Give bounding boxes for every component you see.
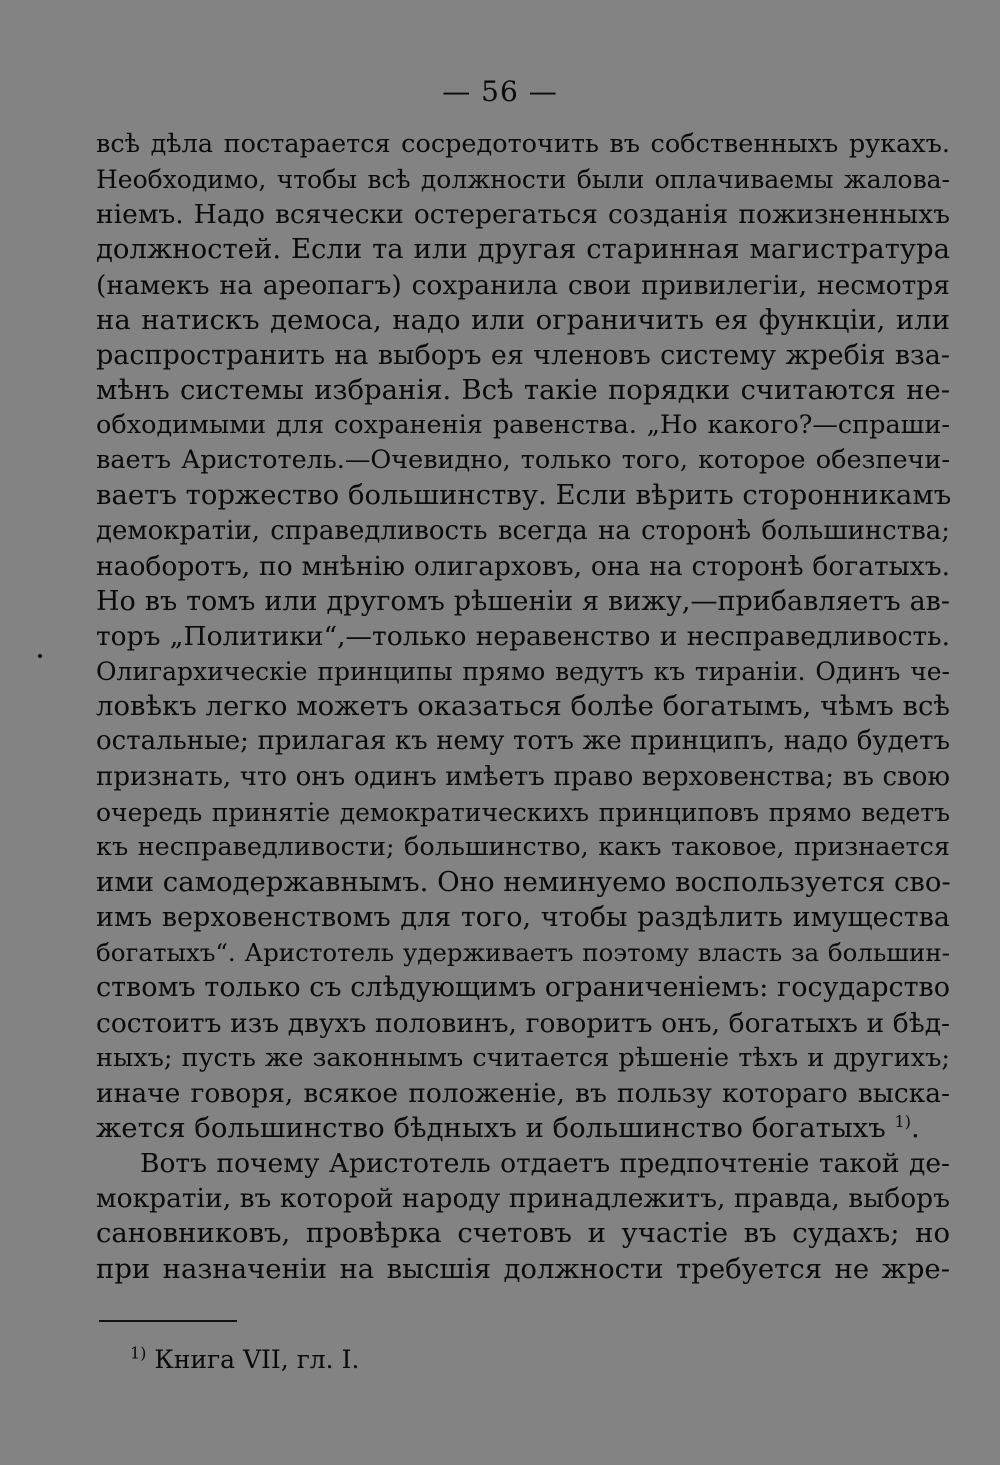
text-line: мѣнъ системы избранія. Всѣ такіе порядки считаются не- xyxy=(96,373,950,406)
footnote-divider xyxy=(99,1320,237,1322)
text-line: распространить на выборъ ея членовъ систему жребія вза- xyxy=(96,339,950,371)
text-line: богатыхъ“. Аристотель удерживаетъ поэтому власть за большин- xyxy=(96,938,950,968)
footnote-marker: 1) xyxy=(130,1343,147,1363)
text-line: наоборотъ, по мнѣнію олигарховъ, она на сторонѣ богатыхъ. xyxy=(96,550,950,582)
text-line-part: жется большинство бѣдныхъ и большинство богатыхъ xyxy=(96,1111,886,1144)
text-line: Олигархическіе принципы прямо ведутъ къ тираніи. Одинъ че- xyxy=(96,657,950,687)
text-line: ныхъ; пусть же законнымъ считается рѣшеніе тѣхъ и другихъ; xyxy=(96,1042,950,1073)
text-line-end: . xyxy=(910,1111,920,1144)
text-line: всѣ дѣла постарается сосредоточить въ собственныхъ рукахъ. xyxy=(96,129,950,159)
paragraph-first-line: Вотъ почему Аристотель отдаетъ предпочтеніе такой де- xyxy=(140,1148,950,1180)
body-text xyxy=(96,127,950,1287)
text-line: торъ „Политики“,—только неравенство и несправедливость. xyxy=(96,620,950,652)
text-line: (намекъ на ареопагъ) сохранила свои привилегіи, несмотря xyxy=(96,269,950,301)
text-line: ствомъ только съ слѣдующимъ ограниченіемъ: государство xyxy=(96,972,950,1004)
text-line: ими самодержавнымъ. Оно неминуемо воспользуется сво- xyxy=(96,865,951,898)
text-line: къ несправедливости; большинство, какъ таковое, признается xyxy=(96,831,950,862)
text-line: имъ верховенствомъ для того, чтобы раздѣлить имущества xyxy=(96,902,950,934)
text-line: очередь принятіе демократическихъ принциповъ прямо ведетъ xyxy=(96,797,950,827)
text-line: обходимыми для сохраненія равенства. „Но какого?—спраши- xyxy=(96,410,950,441)
text-line: Но въ томъ или другомъ рѣшеніи я вижу,—прибавляетъ ав- xyxy=(96,585,950,617)
text-line: иначе говоря, всякое положеніе, въ пользу котораго выска- xyxy=(96,1077,950,1109)
footnote xyxy=(130,1343,359,1377)
text-line: при назначеніи на высшія должности требуется не жре- xyxy=(96,1252,950,1285)
text-line: должностей. Если та или другая старинная магистратура xyxy=(96,233,950,266)
text-line: на натискъ демоса, надо или ограничить ея функціи, или xyxy=(96,303,950,336)
text-line: ловѣкъ легко можетъ оказаться болѣе богатымъ, чѣмъ всѣ xyxy=(96,690,950,723)
footnote-text: Книга VII, гл. I. xyxy=(154,1345,360,1374)
text-line: ваетъ Аристотель.—Очевидно, только того, которое обезпечи- xyxy=(96,445,950,476)
paragraph-end-line xyxy=(96,1111,950,1146)
text-line: ніемъ. Надо всячески остерегаться созданія пожизненныхъ xyxy=(96,199,950,231)
text-line: демократіи, справедливость всегда на сторонѣ большинства; xyxy=(96,515,950,546)
text-line: состоитъ изъ двухъ половинъ, говоритъ онъ, богатыхъ и бѣд- xyxy=(96,1007,950,1039)
text-line: остальные; прилагая къ нему тотъ же принципъ, надо будетъ xyxy=(96,726,950,757)
text-line: мократіи, въ которой народу принадлежитъ, правда, выборъ xyxy=(96,1183,950,1215)
page-number: — 56 — xyxy=(442,75,558,108)
text-line: ваетъ торжество большинству. Если вѣрить сторонникамъ xyxy=(96,479,952,512)
margin-mark xyxy=(38,654,42,658)
text-line: признать, что онъ одинъ имѣетъ право верховенства; въ свою xyxy=(96,761,950,792)
footnote-reference: 1) xyxy=(894,1111,911,1131)
text-line: Необходимо, чтобы всѣ должности были оплачиваемы жалова- xyxy=(96,165,950,195)
text-line: сановниковъ, провѣрка счетовъ и участіе въ судахъ; но xyxy=(96,1217,950,1250)
